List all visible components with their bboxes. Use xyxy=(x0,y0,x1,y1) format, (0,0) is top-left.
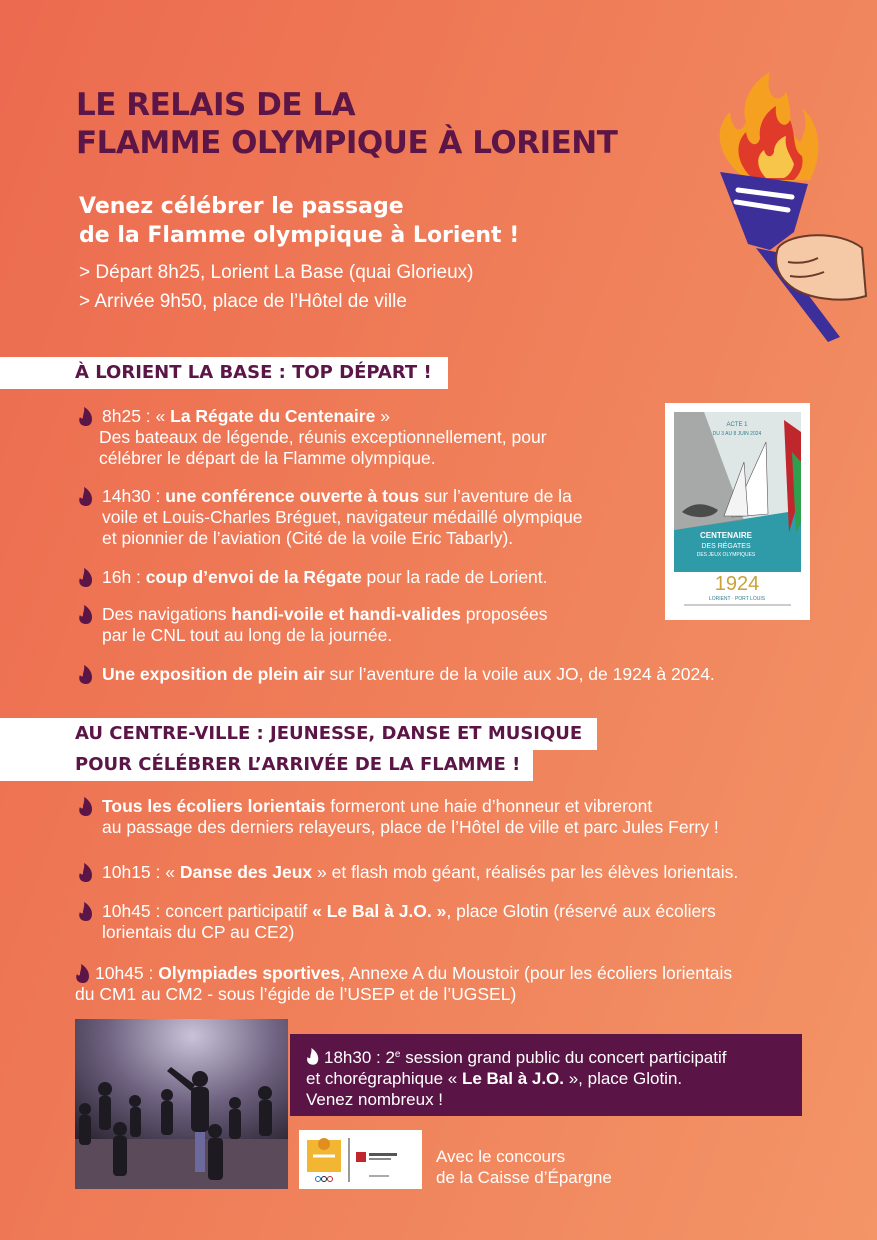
item-post: sur l’aventure de la xyxy=(419,486,572,506)
evening-pre: 18h30 : 2 xyxy=(324,1048,395,1067)
flame-icon xyxy=(78,862,94,882)
sponsor-text xyxy=(436,1146,612,1188)
title-line-1: LE RELAIS DE LA xyxy=(76,87,356,123)
flame-icon xyxy=(78,796,94,816)
intro-line-2: de la Flamme olympique à Lorient ! xyxy=(79,223,520,248)
item-pre: 14h30 : xyxy=(102,486,166,506)
item-bold: coup d’envoi de la Régate xyxy=(145,567,362,587)
evening-sup: e xyxy=(394,1049,401,1060)
poster-title-3: DES JEUX OLYMPIQUES xyxy=(696,552,756,558)
item-post: » et flash mob géant, réalisés par les élèves lorientais. xyxy=(312,862,739,882)
arrivee-info: > Arrivée 9h50, place de l’Hôtel de ville xyxy=(79,291,407,312)
item-pre: Des navigations xyxy=(102,604,232,624)
intro-line-1: Venez célébrer le passage xyxy=(79,194,404,219)
section-heading-centre-2: POUR CÉLÉBRER L’ARRIVÉE DE LA FLAMME ! xyxy=(0,749,533,781)
dance-photo-art xyxy=(75,1019,288,1189)
flame-icon xyxy=(78,406,94,426)
item-bold: Danse des Jeux xyxy=(179,862,313,882)
item-bold: Olympiades sportives xyxy=(158,963,341,983)
intro-text xyxy=(79,192,519,250)
item-pre: 8h25 : « xyxy=(102,406,171,426)
partner-logos xyxy=(299,1130,422,1189)
item-bold: une conférence ouverte à tous xyxy=(165,486,420,506)
item-bold: La Régate du Centenaire xyxy=(170,406,376,426)
flame-icon xyxy=(78,604,94,624)
item-line-2: voile et Louis-Charles Bréguet, navigateur médaillé olympique xyxy=(102,507,583,527)
item-pre: 10h45 : xyxy=(95,963,159,983)
item-bold: « Le Bal à J.O. » xyxy=(312,901,447,921)
poster-place: LORIENT · PORT LOUIS xyxy=(708,596,766,602)
sponsor-line-1: Avec le concours xyxy=(436,1147,566,1166)
item-bold: Tous les écoliers lorientais xyxy=(102,796,326,816)
poster-title-2: DES RÉGATES xyxy=(701,543,751,550)
flame-icon xyxy=(78,486,94,506)
item-post: » xyxy=(375,406,390,426)
flame-icon xyxy=(78,664,94,684)
poster-acte: ACTE 1 xyxy=(726,422,748,428)
flame-icon xyxy=(78,567,94,587)
item-line-2: au passage des derniers relayeurs, place de l’Hôtel de ville et parc Jules Ferry ! xyxy=(102,817,719,837)
flame-icon xyxy=(75,963,91,983)
item-line-3: et pionnier de l’aviation (Cité de la voile Eric Tabarly). xyxy=(102,528,514,548)
item-pre: 10h45 : concert participatif xyxy=(102,901,313,921)
sponsor-line-2: de la Caisse d’Épargne xyxy=(436,1168,612,1187)
item-bold: handi-voile et handi-valides xyxy=(231,604,461,624)
item-line-2: lorientais du CP au CE2) xyxy=(102,922,295,942)
logos-art xyxy=(299,1130,422,1189)
title-line-2: FLAMME OLYMPIQUE À LORIENT xyxy=(76,125,618,161)
regate-poster xyxy=(665,403,810,620)
evening-mid: session grand public du concert participatif xyxy=(400,1048,727,1067)
item-post: formeront une haie d’honneur et vibreront xyxy=(325,796,653,816)
evening-line2-bold: Le Bal à J.O. xyxy=(461,1069,564,1088)
item-line-2: Des bateaux de légende, réunis exceptionnellement, pour xyxy=(99,427,547,447)
item-line-3: célébrer le départ de la Flamme olympique. xyxy=(99,448,436,468)
evening-session-box xyxy=(290,1034,802,1116)
flame-icon xyxy=(306,1047,320,1065)
dance-photo xyxy=(75,1019,288,1189)
depart-info: > Départ 8h25, Lorient La Base (quai Glorieux) xyxy=(79,262,474,283)
page-title xyxy=(76,86,617,162)
section-heading-base: À LORIENT LA BASE : TOP DÉPART ! xyxy=(0,357,448,389)
poster-artwork xyxy=(674,412,801,611)
item-pre: 10h15 : « xyxy=(102,862,180,882)
item-bold: Une exposition de plein air xyxy=(102,664,325,684)
evening-line2-pre: et chorégraphique « xyxy=(306,1069,462,1088)
poster-dates: DU 3 AU 8 JUIN 2024 xyxy=(712,431,762,437)
item-post: sur l’aventure de la voile aux JO, de 1924 à 2024. xyxy=(324,664,715,684)
poster-title-1: CENTENAIRE xyxy=(699,531,753,540)
item-line-2: par le CNL tout au long de la journée. xyxy=(102,625,393,645)
item-post: , place Glotin (réservé aux écoliers xyxy=(446,901,716,921)
item-pre: 16h : xyxy=(102,567,146,587)
item-post: pour la rade de Lorient. xyxy=(361,567,548,587)
evening-line-3: Venez nombreux ! xyxy=(306,1090,444,1109)
item-post: proposées xyxy=(460,604,548,624)
evening-line2-post: », place Glotin. xyxy=(564,1069,683,1088)
item-post: , Annexe A du Moustoir (pour les écoliers lorientais xyxy=(340,963,733,983)
flame-icon xyxy=(78,901,94,921)
route-info xyxy=(79,258,473,316)
torch-illustration xyxy=(690,72,870,347)
item-line-2: du CM1 au CM2 - sous l’égide de l’USEP et de l’UGSEL) xyxy=(75,984,517,1004)
poster-year: 1924 xyxy=(714,573,760,595)
section-heading-centre-1: AU CENTRE-VILLE : JEUNESSE, DANSE ET MUSIQUE xyxy=(0,718,597,750)
